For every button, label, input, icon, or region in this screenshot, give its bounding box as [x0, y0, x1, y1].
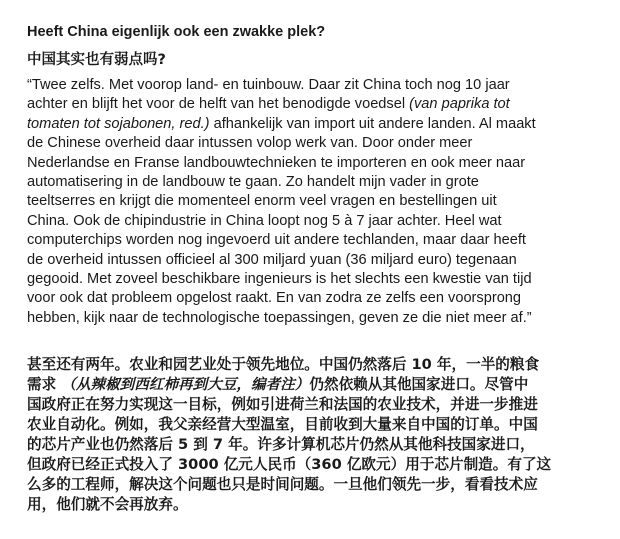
- answer-chinese-line: 么多的工程师，解决这个问题也只是时间问题。一旦他们领先一步，看看技术应: [27, 476, 538, 493]
- answer-dutch-editor-note: (van paprika tot: [409, 96, 510, 113]
- answer-dutch-line: computerchips worden nog ingevoerd uit andere techlanden, maar daar heeft: [27, 232, 526, 249]
- answer-dutch-line: tomaten tot sojabonen, red.) afhankelijk van import uit andere landen. Al maakt: [27, 115, 536, 132]
- answer-chinese-line: 农业自动化。例如，我父亲经营大型温室，目前收到大量来自中国的订单。中国: [27, 416, 538, 433]
- answer-dutch-line: teeltserres en krijgt die momenteel enorm veel vragen en bestellingen uit: [27, 193, 497, 210]
- answer-dutch-line: de overheid intussen officieel al 300 miljard yuan (36 miljard euro) tegenaan: [27, 251, 517, 268]
- answer-chinese-line: 用，他们就不会再放弃。: [27, 496, 188, 513]
- answer-dutch-line: voor ook dat probleem opgelost raakt. En van zodra ze zelfs een voorsprong: [27, 290, 522, 307]
- answer-dutch-line: achter en blijft het voor de helft van het benodigde voedsel (van paprika tot: [27, 96, 510, 113]
- answer-chinese: [27, 355, 607, 515]
- answer-dutch-line: China. Ook de chipindustrie in China loopt nog 5 à 7 jaar achter. Heel wat: [27, 212, 502, 229]
- answer-dutch-line: de Chinese overheid daar intussen volop werk van. Door onder meer: [27, 135, 473, 152]
- answer-dutch-line: gegooid. Met zoveel beschikbare ingenieurs is het slechts een kwestie van tijd: [27, 271, 532, 288]
- answer-dutch-line: “Twee zelfs. Met voorop land- en tuinbouw. Daar zit China toch nog 10 jaar: [27, 77, 510, 93]
- answer-chinese-line: 国政府正在努力实现这一目标，例如引进荷兰和法国的农业技术，并进一步推进: [27, 396, 538, 413]
- answer-chinese-line: 需求 （从辣椒到西红柿再到大豆，编者注）仍然依赖从其他国家进口。尽管中: [27, 376, 529, 393]
- answer-chinese-line: 的芯片产业也仍然落后 5 到 7 年。许多计算机芯片仍然从其他科技国家进口，: [27, 436, 535, 453]
- answer-chinese-line: 甚至还有两年。农业和园艺业处于领先地位。中国仍然落后 10 年，一半的粮食: [27, 356, 540, 373]
- answer-dutch-line: automatisering in de landbouw te gaan. Zo handelt mijn vader in grote: [27, 174, 479, 191]
- answer-dutch-editor-note: tomaten tot sojabonen, red.): [27, 115, 210, 132]
- answer-chinese-line: 但政府已经正式投入了 3000 亿元人民币（360 亿欧元）用于芯片制造。有了这: [27, 456, 552, 473]
- answer-dutch: [27, 76, 607, 328]
- question-chinese: 中国其实也有弱点吗?: [27, 52, 166, 68]
- question-dutch: Heeft China eigenlijk ook een zwakke plek?: [27, 24, 326, 40]
- answer-dutch-line: Nederlandse en Franse landbouwtechnieken te importeren en ook meer naar: [27, 154, 526, 171]
- answer-dutch-line: hebben, kijk naar de technologische toepassingen, geven ze die niet meer af.”: [27, 309, 532, 326]
- answer-chinese-editor-note: （从辣椒到西红柿再到大豆，编者注）: [61, 376, 310, 393]
